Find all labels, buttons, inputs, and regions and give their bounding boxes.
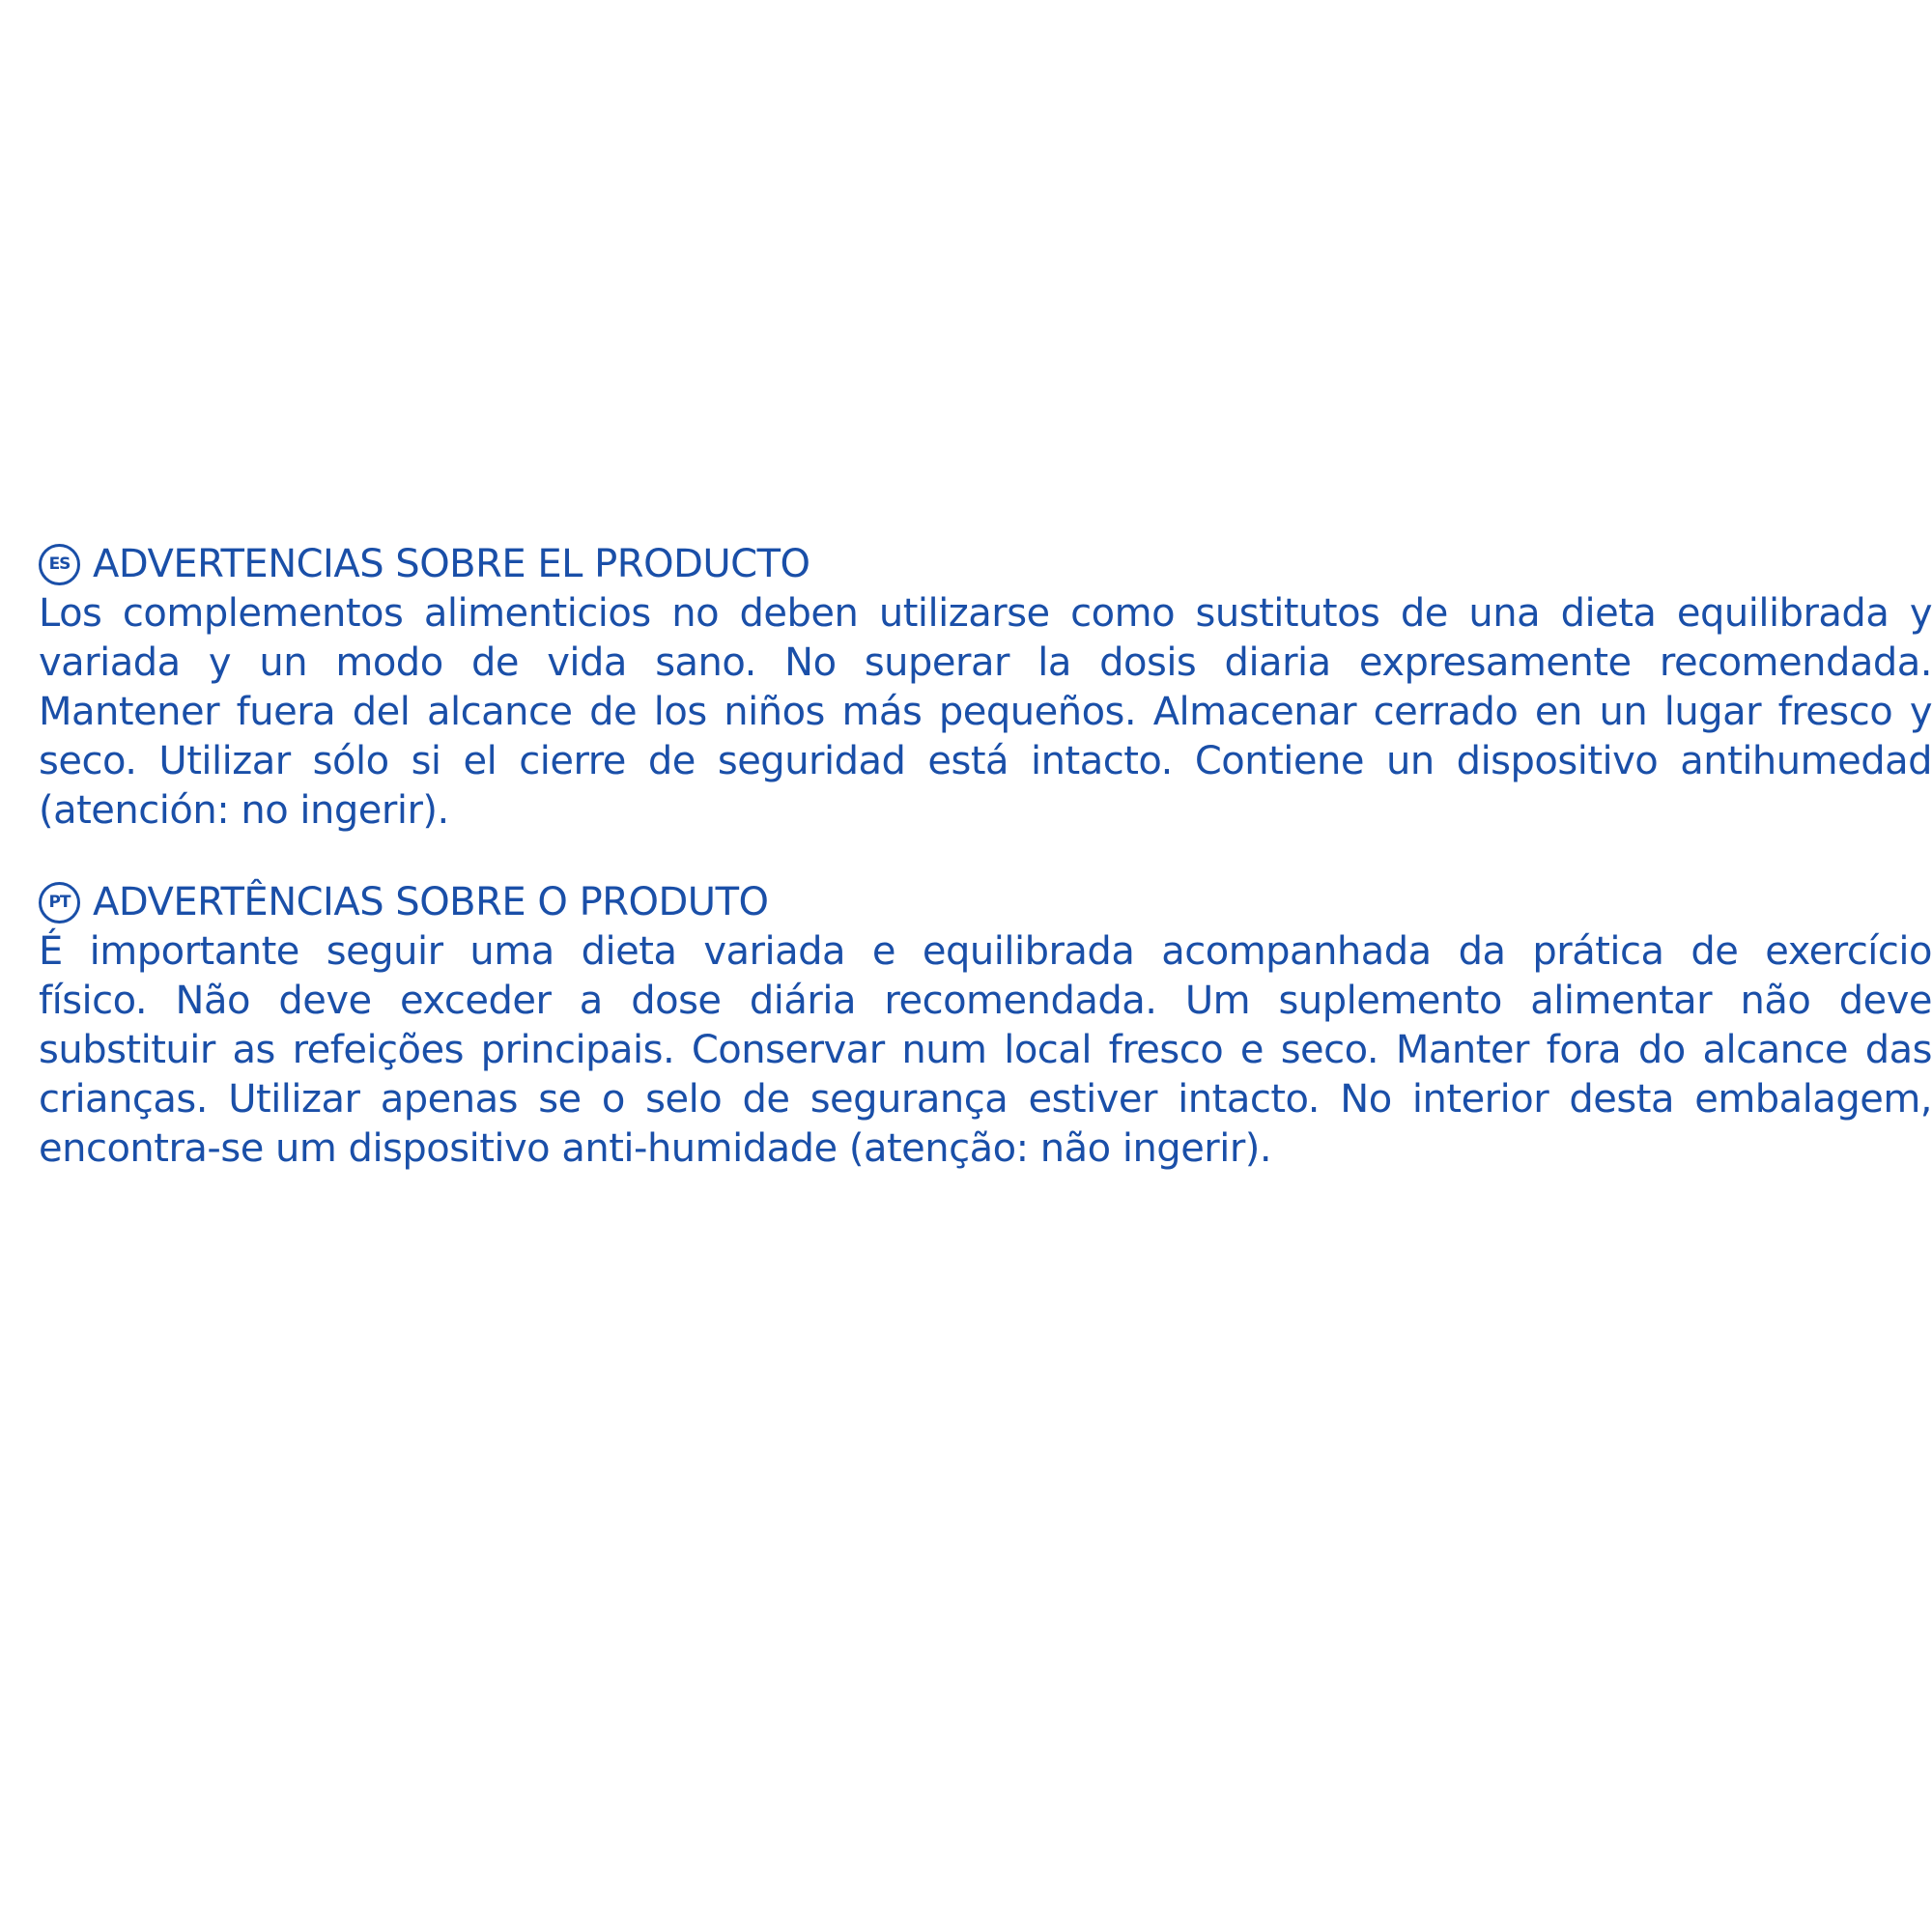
portuguese-warnings-title: ADVERTÊNCIAS SOBRE O PRODUTO	[93, 880, 769, 924]
spanish-language-badge-icon: ES	[39, 544, 80, 585]
portuguese-warnings-section	[39, 877, 1932, 1174]
spanish-warning-line: variada y un modo de vida sano. No superar la dosis diaria expresamente recomendada.	[39, 640, 1932, 685]
warnings-panel	[39, 539, 1932, 1174]
portuguese-warnings-heading	[39, 877, 1932, 927]
spanish-warnings-section	[39, 539, 1932, 836]
spanish-warning-line: (atención: no ingerir).	[39, 788, 449, 833]
portuguese-warning-line: físico. Não deve exceder a dose diária recomendada. Um suplemento alimentar não deve	[39, 979, 1932, 1023]
spanish-warnings-heading	[39, 539, 1932, 589]
portuguese-warning-line: encontra-se um dispositivo anti-humidade (atenção: não ingerir).	[39, 1126, 1272, 1171]
portuguese-warning-line: substituir as refeições principais. Conservar num local fresco e seco. Manter fora do alcance das	[39, 1028, 1932, 1072]
portuguese-warning-line: É importante seguir uma dieta variada e equilibrada acompanhada da prática de exercício	[39, 929, 1932, 974]
portuguese-language-badge-icon: PT	[39, 882, 80, 923]
spanish-warnings-title: ADVERTENCIAS SOBRE EL PRODUCTO	[93, 542, 810, 586]
portuguese-warning-line: crianças. Utilizar apenas se o selo de segurança estiver intacto. No interior desta embalagem,	[39, 1077, 1932, 1122]
spanish-warning-line: Los complementos alimenticios no deben utilizarse como sustitutos de una dieta equilibrada y	[39, 591, 1932, 636]
spanish-warning-line: seco. Utilizar sólo si el cierre de seguridad está intacto. Contiene un dispositivo antihumedad	[39, 739, 1932, 783]
spanish-warning-line: Mantener fuera del alcance de los niños más pequeños. Almacenar cerrado en un lugar fresco y	[39, 690, 1932, 734]
